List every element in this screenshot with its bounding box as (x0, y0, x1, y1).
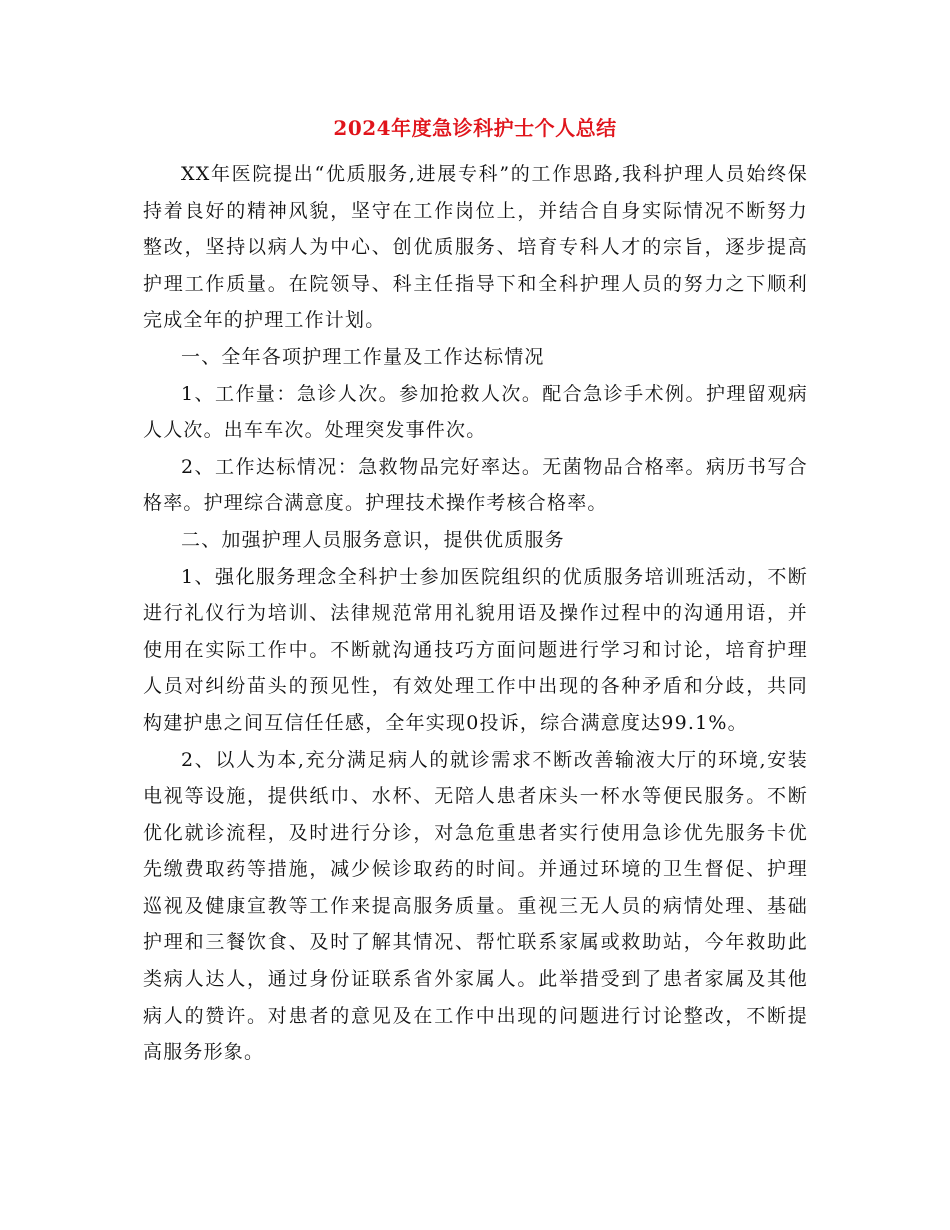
paragraph-workload: 1、工作量：急诊人次。参加抢救人次。配合急诊手术例。护理留观病人人次。出车车次。处理突发事件次。 (143, 382, 808, 442)
paragraph-service-training: 1、强化服务理念全科护士参加医院组织的优质服务培训班活动，不断进行礼仪行为培训、法律规范常用礼貌用语及操作过程中的沟通用语，并使用在实际工作中。不断就沟通技巧方面问题进行学习和讨论，培育护理人员对纠纷苗头的预见性，有效处理工作中出现的各种矛盾和分歧，共同构建护患之间互信任任感，全年实现0投诉，综合满意度达99.1%。 (143, 565, 808, 734)
section-heading-2: 二、加强护理人员服务意识，提供优质服务 (181, 528, 565, 551)
paragraph-patient-centered: 2、以人为本,充分满足病人的就诊需求不断改善输液大厅的环境,安装电视等设施，提供纸巾、水杯、无陪人患者床头一杯水等便民服务。不断优化就诊流程，及时进行分诊，对急危重患者实行使用急诊优先服务卡优先缴费取药等措施，减少候诊取药的时间。并通过环境的卫生督促、护理巡视及健康宣教等工作来提高服务质量。重视三无人员的病情处理、基础护理和三餐饮食、及时了解其情况、帮忙联系家属或救助站，今年救助此类病人达人，通过身份证联系省外家属人。此举措受到了患者家属及其他病人的赞许。对患者的意见及在工作中出现的问题进行讨论整改，不断提高服务形象。 (143, 748, 808, 1064)
paragraph-standards: 2、工作达标情况：急救物品完好率达。无菌物品合格率。病历书写合格率。护理综合满意度。护理技术操作考核合格率。 (143, 455, 808, 515)
section-heading-1: 一、全年各项护理工作量及工作达标情况 (181, 345, 545, 368)
paragraph-intro: XX年医院提出“优质服务,进展专科”的工作思路,我科护理人员始终保持着良好的精神风貌，坚守在工作岗位上，并结合自身实际情况不断努力整改，坚持以病人为中心、创优质服务、培育专科人才的宗旨，逐步提高护理工作质量。在院领导、科主任指导下和全科护理人员的努力之下顺利完成全年的护理工作计划。 (143, 163, 808, 332)
document-title: 2024年度急诊科护士个人总结 (333, 116, 617, 140)
document-body (143, 156, 808, 1071)
